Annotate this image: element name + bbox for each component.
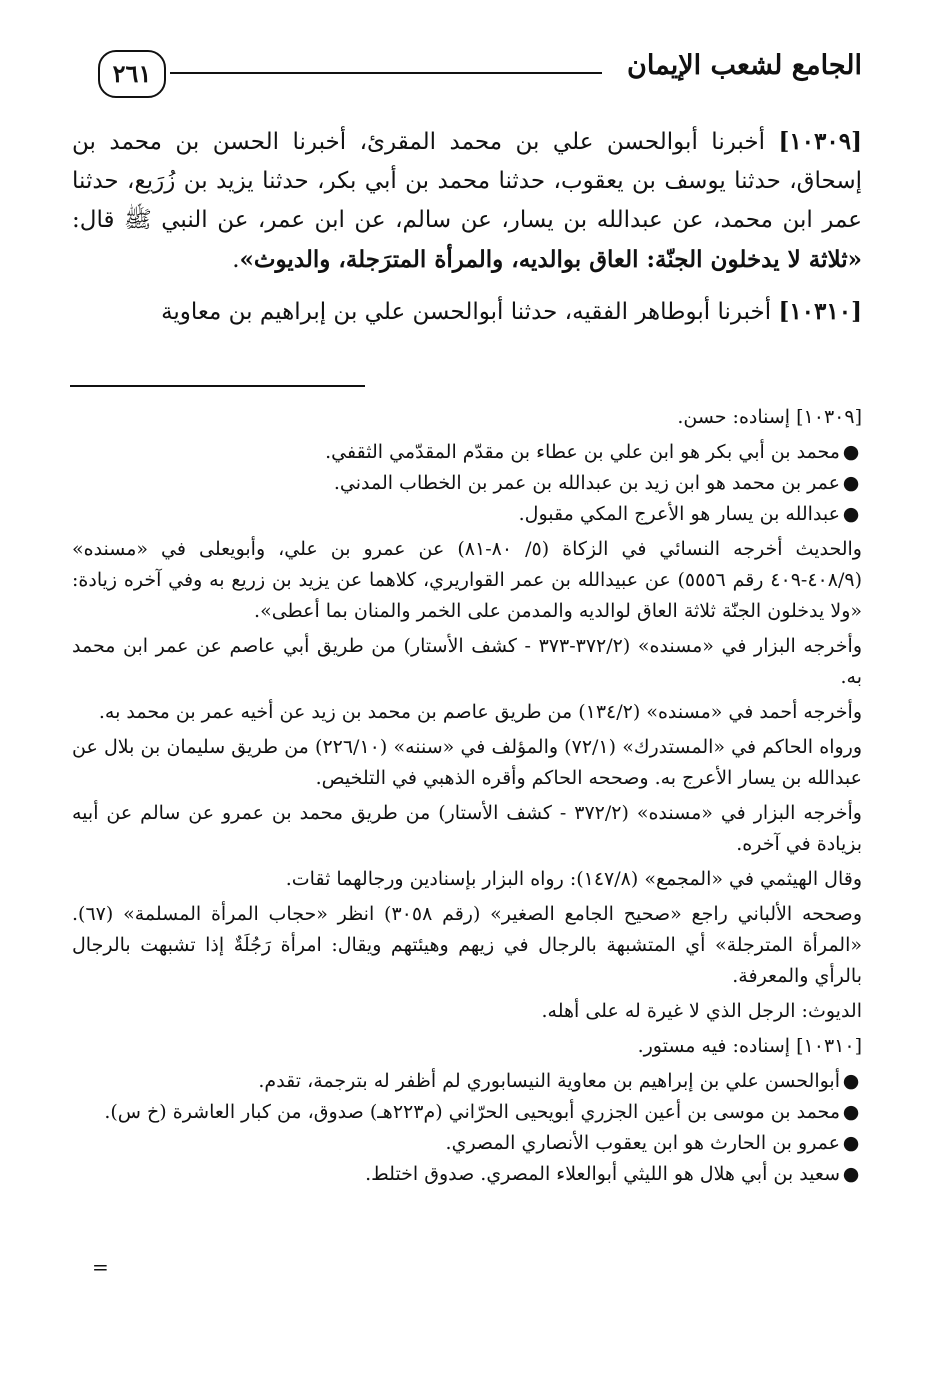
bullet-icon: ● [842, 1070, 860, 1092]
list-item: ●محمد بن أبي بكر هو ابن علي بن عطاء بن مقدّم المقدّمي الثقفي. [72, 437, 862, 468]
bullet-icon: ● [842, 1163, 860, 1185]
hadith-isnad: أخبرنا أبوالحسن علي بن محمد المقرئ، أخبرنا الحسن بن محمد بن إسحاق، حدثنا يوسف بن يعقوب، حدثنا محمد بن أبي بكر، حدثنا يزيد بن زُرَيع، حدثنا عمر ابن محمد، عن عبدالله بن يسار، عن سالم، عن ابن عمر، عن النبي ﷺ قال: [72, 129, 862, 233]
hadith-isnad: أخبرنا أبوطاهر الفقيه، حدثنا أبوالحسن علي بن إبراهيم بن معاوية [161, 299, 772, 325]
list-item: ●أبوالحسن علي بن إبراهيم بن معاوية النيسابوري لم أظفر له بترجمة، تقدم. [72, 1066, 862, 1097]
main-text [72, 122, 862, 344]
footnote-separator [70, 385, 365, 387]
list-item: ●سعيد بن أبي هلال هو الليثي أبوالعلاء المصري. صدوق اختلط. [72, 1159, 862, 1190]
narrator-list [72, 1066, 862, 1190]
list-item: ●عمرو بن الحارث هو ابن يعقوب الأنصاري المصري. [72, 1128, 862, 1159]
bullet-icon: ● [842, 503, 860, 525]
note-paragraph: وقال الهيثمي في «المجمع» (١٤٧/٨): رواه البزار بإسنادين ورجالهما ثقات. [285, 868, 862, 890]
page-number: ٢٦١ [98, 50, 166, 98]
list-item: ●محمد بن موسى بن أعين الجزري أبويحيى الحرّاني (م٢٢٣هـ) صدوق، من كبار العاشرة (خ س). [72, 1097, 862, 1128]
header-rule [170, 72, 602, 74]
footnotes [72, 402, 862, 1194]
book-title: الجامع لشعب الإيمان [627, 50, 862, 81]
list-item: ●عبدالله بن يسار هو الأعرج المكي مقبول. [72, 499, 862, 530]
note-paragraph: وصححه الألباني راجع «صحيح الجامع الصغير» (رقم ٣٠٥٨) انظر «حجاب المرأة المسلمة» (٦٧). «المرأة المترجلة» أي المتشبهة بالرجال في زيهم وهيئتهم ويقال: امرأة رَجُلَةٌ إذا تشبهت بالرجال بالرأي والمعرفة. [72, 903, 862, 987]
note-paragraph: وأخرجه البزار في «مسنده» (٣٧٢/٢ - كشف الأستار) من طريق محمد بن عمرو عن سالم عن أبيه بزيادة في آخره. [72, 802, 862, 855]
note-paragraph: والحديث أخرجه النسائي في الزكاة (٥/ ٨٠-٨١) عن عمرو بن علي، وأبويعلى في «مسنده» (٤٠٨/٩-٤٠٩ رقم ٥٥٥٦) عن عبيدالله بن عمر القواريري، كلاهما عن يزيد بن زريع به وفي آخره زيادة: «ولا يدخلون الجنّة ثلاثة العاق لوالديه والمدمن على الخمر والمنان بما أعطى». [72, 538, 862, 622]
bullet-icon: ● [842, 441, 860, 463]
bullet-icon: ● [842, 1132, 860, 1154]
note-heading: [١٠٣١٠] إسناده: فيه مستور. [637, 1035, 862, 1057]
hadith-10309 [72, 122, 862, 280]
hadith-10310 [72, 292, 862, 332]
hadith-matn: «ثلاثة لا يدخلون الجنّة: العاق بوالديه، والمرأة المترَجلة، والديوث» [239, 246, 862, 273]
narrator-list [72, 437, 862, 530]
hadith-number: [١٠٣١٠] [778, 298, 862, 325]
bullet-icon: ● [842, 472, 860, 494]
list-item: ●عمر بن محمد هو ابن زيد بن عبدالله بن عمر بن الخطاب المدني. [72, 468, 862, 499]
continuation-mark: = [92, 1255, 109, 1279]
note-paragraph: الديوث: الرجل الذي لا غيرة له على أهله. [541, 1000, 862, 1022]
bullet-icon: ● [842, 1101, 860, 1123]
hadith-end: . [232, 247, 240, 273]
hadith-number: [١٠٣٠٩] [778, 128, 862, 155]
note-paragraph: وأخرجه البزار في «مسنده» (٣٧٢/٢-٣٧٣ - كشف الأستار) من طريق أبي عاصم عن عمر ابن محمد به. [72, 635, 862, 688]
note-heading: [١٠٣٠٩] إسناده: حسن. [677, 406, 862, 428]
note-paragraph: ورواه الحاكم في «المستدرك» (٧٢/١) والمؤلف في «سننه» (٢٢٦/١٠) من طريق سليمان بن بلال عن عبدالله بن يسار الأعرج به. وصححه الحاكم وأقره الذهبي في التلخيص. [72, 736, 862, 789]
note-paragraph: وأخرجه أحمد في «مسنده» (١٣٤/٢) من طريق عاصم بن محمد بن زيد عن أخيه عمر بن محمد به. [98, 701, 862, 723]
